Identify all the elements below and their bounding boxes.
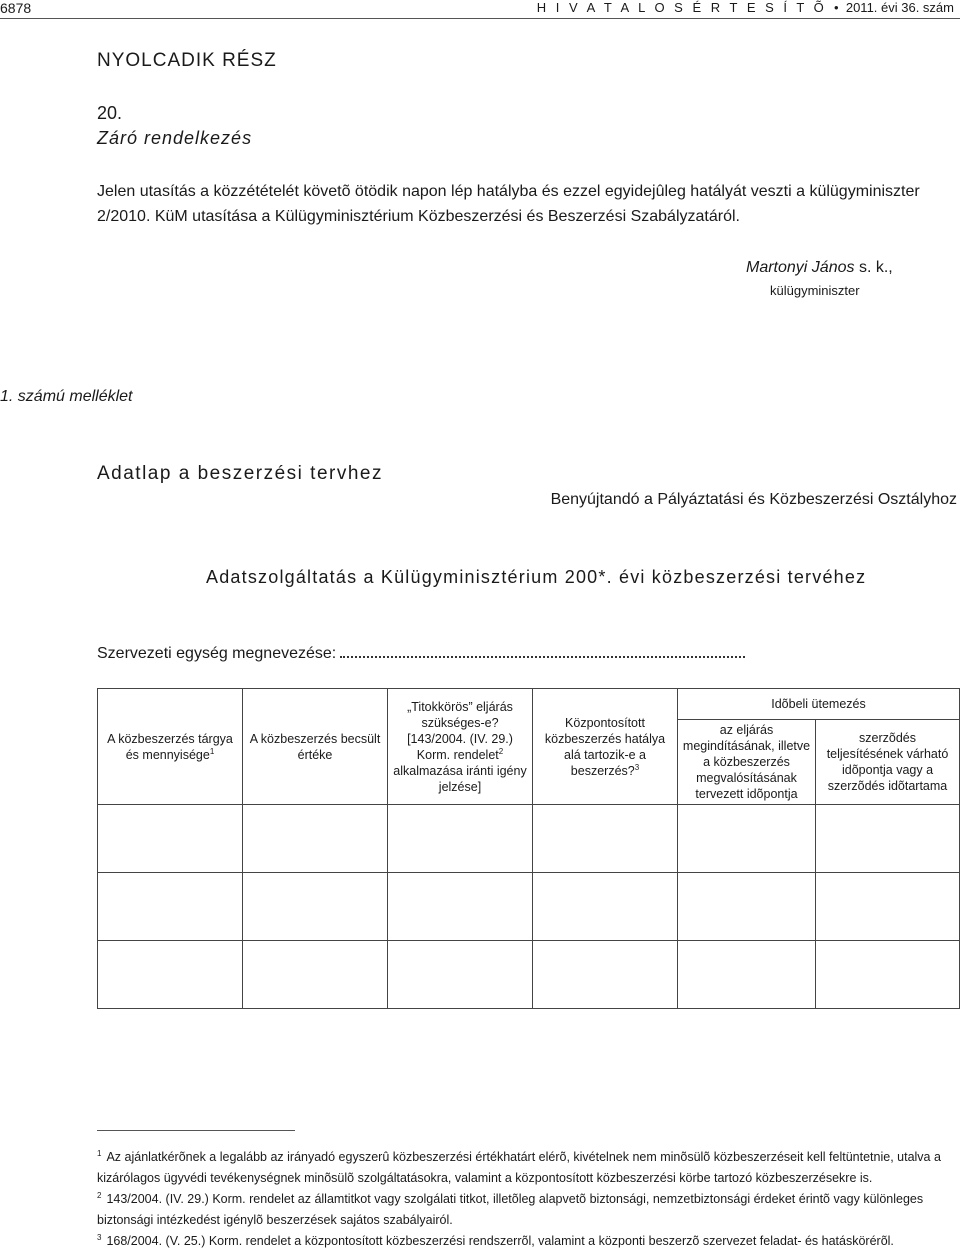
procurement-plan-table [97,688,960,1009]
table-cell[interactable] [243,941,388,1009]
table-row [98,805,960,873]
table-cell[interactable] [388,805,533,873]
col-secret-header: „Titokkörös” eljárás szükséges-e? [143/2004. (IV. 29.) Korm. rendelet$^2$ alkalmazása iránti igény jelzése] [388,689,533,805]
table-cell[interactable] [243,873,388,941]
table-cell[interactable] [678,873,816,941]
part-title: NYOLCADIK RÉSZ [97,50,277,71]
signatory-name: Martonyi János [746,259,855,276]
table-row [98,941,960,1009]
footnote-2: $^2$ 143/2004. (IV. 29.) Korm. rendelet az államtitkot vagy szolgálati titkot, illetõleg alapvetõ biztonsági, nemzetbiztonsági érdeket érintõ vagy különleges biztonsági intézkedést igénylõ beszerzések sajátos szabályairól. [97,1191,924,1227]
unit-name-field [97,645,745,663]
issue-label: 2011. évi 36. szám [845,0,954,15]
table-cell[interactable] [243,805,388,873]
table-cell[interactable] [533,805,678,873]
table-cell[interactable] [98,805,243,873]
running-header [537,0,954,15]
table-row [98,873,960,941]
col-start-date-header: az eljárás megindításának, illetve a közbeszerzés megvalósításának tervezett idõpontja [678,720,816,805]
table-cell[interactable] [388,941,533,1009]
header-rule [0,18,960,19]
dotted-fill-line [340,646,745,658]
form-title: Adatlap a beszerzési tervhez [97,463,383,484]
table-cell[interactable] [533,941,678,1009]
unit-name-label: Szervezeti egység megnevezése: [97,645,337,662]
body-paragraph: Jelen utasítás a közzétételét követõ ötödik napon lép hatályba és ezzel egyidejûleg hatályát veszti a külügyminiszter 2/2010. KüM utasítása a Külügyminisztérium Közbeszerzési és Beszerzési Szabályzatáról. [97,183,920,225]
table-cell[interactable] [816,873,960,941]
signature-title: külügyminiszter [770,283,860,298]
table-cell[interactable] [678,941,816,1009]
submit-to-label: Benyújtandó a Pályáztatási és Közbeszerzési Osztályhoz [550,491,957,508]
table-cell[interactable] [98,873,243,941]
table-cell[interactable] [816,805,960,873]
col-value-header: A közbeszerzés becsült értéke [243,689,388,805]
page-number: 6878 [0,0,32,16]
footnote-3: $^3$ 168/2004. (V. 25.) Korm. rendelet a központosított közbeszerzési rendszerrõl, valamint a központi beszerzõ szervezet feladat- és hatáskörérõl. [97,1233,894,1248]
section-title: Záró rendelkezés [97,128,253,148]
section-number: 20. [97,103,123,123]
table-header-row [98,689,960,720]
schedule-header: Idõbeli ütemezés [678,689,960,720]
annex-label: 1. számú melléklet [0,388,133,405]
signature-suffix: s. k., [858,259,893,276]
table-cell[interactable] [678,805,816,873]
publication-name: H I V A T A L O S É R T E S Í T Õ [536,0,827,15]
table-cell[interactable] [533,873,678,941]
supply-title: Adatszolgáltatás a Külügyminisztérium 200*. évi közbeszerzési tervéhez [206,567,867,587]
col-completion-header: szerzõdés teljesítésének várható idõpontja vagy a szerzõdés idõtartama [816,720,960,805]
footnote-1: $^1$ Az ajánlatkérõnek a legalább az irányadó egyszerû közbeszerzési értékhatárt elérõ, kivételnek nem minõsülõ közbeszerzéseit kell feltüntetnie, utalva a kizárólagos ügyvédi tevékenységnek minõsülõ szolgáltatásokra, valamint a központosított közbeszerzési körbe tartozó közbeszerzésekre is. [97,1149,941,1185]
col-subject-header: A közbeszerzés tárgya és mennyisége$^1$ [98,689,243,805]
header-bullet: • [834,0,839,15]
col-central-header: Központosított közbeszerzés hatálya alá tartozik-e a beszerzés?$^3$ [533,689,678,805]
table-cell[interactable] [816,941,960,1009]
table-cell[interactable] [388,873,533,941]
signature-name [746,259,893,277]
footnote-rule [97,1130,295,1131]
table-cell[interactable] [98,941,243,1009]
